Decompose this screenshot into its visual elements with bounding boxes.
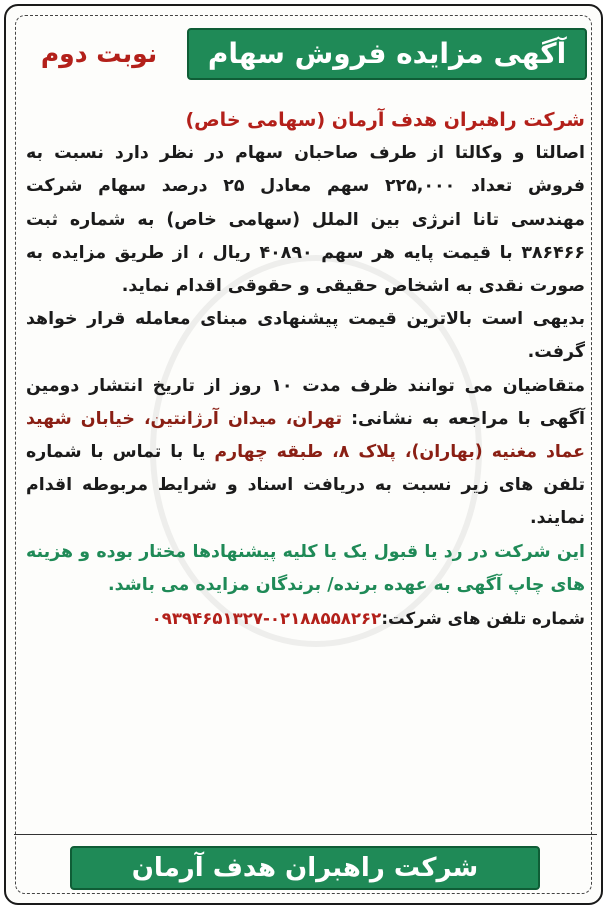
notice-body — [26, 104, 585, 635]
paragraph-sale-terms: اصالتا و وکالتا از طرف صاحبان سهام در نظر دارد نسبت به فروش تعداد ۲۲۵,۰۰۰ سهم معادل ۲۵ درصد سهام شرکت مهندسی تانا انرژی بین الملل (سهامی خاص) به شماره ثبت ۳۸۶۴۶۶ با قیمت پایه هر سهم ۴۰۸۹۰ ریال ، از طریق مزایده به صورت نقدی به اشخاص حقیقی و حقوقی اقدام نماید. — [26, 143, 585, 297]
header — [24, 24, 587, 88]
paragraph-highest-bid: بدیهی است بالاترین قیمت پیشنهادی مبنای معامله قرار خواهد گرفت. — [26, 309, 585, 363]
footer-divider — [14, 834, 597, 835]
notice-title: آگهی مزایده فروش سهام — [187, 28, 587, 80]
company-address: تهران، میدان آرژانتین، خیابان شهید عماد مغنیه (بهاران)، پلاک ۸، طبقه چهارم — [26, 408, 585, 463]
company-name-heading: شرکت راهبران هدف آرمان (سهامی خاص) — [185, 109, 585, 131]
phone-numbers — [26, 602, 585, 635]
application-instructions: یا با تماس با شماره تلفن های زیر نسبت به دریافت اسناد و شرایط مربوطه اقدام نمایند. — [26, 442, 585, 529]
edition-label: نوبت دوم — [40, 39, 158, 68]
paragraph-application — [26, 370, 585, 536]
footer-company-name: شرکت راهبران هدف آرمان — [70, 846, 540, 890]
phones-label: شماره تلفن های شرکت: — [381, 609, 585, 629]
phones-value: ۰۲۱۸۸۵۵۸۲۶۲-۰۹۳۹۴۶۵۱۳۲۷ — [151, 609, 382, 629]
paragraph-rights-reserved: این شرکت در رد یا قبول یک یا کلیه پیشنهادها مختار بوده و هزینه های چاپ آگهی به عهده برنده/ برندگان مزایده می باشد. — [26, 541, 585, 595]
application-intro: متقاضیان می توانند ظرف مدت ۱۰ روز از تاریخ انتشار دومین آگهی با مراجعه به نشانی: — [26, 375, 585, 429]
